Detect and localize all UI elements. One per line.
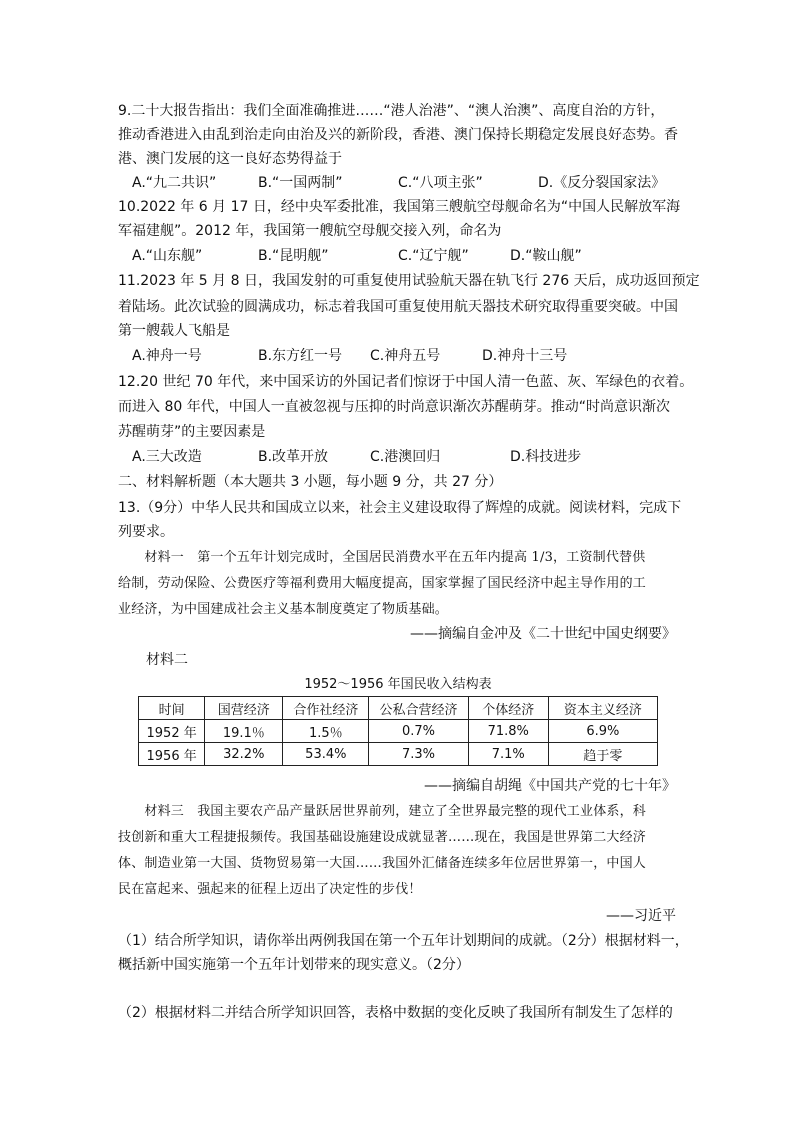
q12-option-c: C.港澳回归 — [370, 449, 441, 465]
table-cell: 1952 年 — [139, 720, 205, 743]
table-cell: 53.4% — [283, 743, 369, 766]
material-3-line-2: 技创新和重大工程捷报频传。我国基础设施建设成就显著……现在，我国是世界第二大经济 — [118, 830, 647, 845]
q9-line-3: 港、澳门发展的这一良好态势得益于 — [118, 151, 342, 167]
table-header: 国营经济 — [205, 697, 283, 720]
table-cell: 0.7% — [369, 720, 468, 743]
material-3-line-1: 材料三 我国主要农产品产量跃居世界前列，建立了全世界最完整的现代工业体系，科 — [118, 804, 647, 819]
q10-line-2: 军福建舰”。2012 年，我国第一艘航空母舰交接入列，命名为 — [118, 223, 502, 239]
q11-line-3: 第一艘载人飞船是 — [118, 323, 230, 339]
material-2-label: 材料二 — [146, 652, 188, 668]
q12-option-b: B.改革开放 — [258, 449, 329, 465]
section-heading: 二、材料解析题（本大题共 3 小题，每小题 9 分，共 27 分） — [118, 474, 503, 490]
table-cell: 7.3% — [369, 743, 468, 766]
material-3-source: ——习近平 — [606, 908, 676, 924]
q10-option-c: C.“辽宁舰” — [398, 248, 469, 264]
material-3-line-4: 民在富起来、强起来的征程上迈出了决定性的步伐！ — [118, 882, 422, 897]
q13-line-1: 13.（9分）中华人民共和国成立以来，社会主义建设取得了辉煌的成就。阅读材料，完成下 — [118, 500, 682, 516]
table-header: 合作社经济 — [283, 697, 369, 720]
material-1-line-3: 业经济，为中国建成社会主义基本制度奠定了物质基础。 — [118, 602, 449, 617]
q11-option-a: A.神舟一号 — [132, 348, 202, 364]
table-cell: 19.1％ — [205, 720, 283, 743]
q9-option-c: C.“八项主张” — [398, 175, 483, 191]
q13-line-2: 列要求。 — [118, 524, 174, 540]
table-header: 时间 — [139, 697, 205, 720]
q10-line-1: 10.2022 年 6 月 17 日，经中央军委批准，我国第三艘航空母舰命名为“中国人民解放军海 — [118, 199, 681, 215]
material-1-source: ——摘编自金冲及《二十世纪中国史纲要》 — [410, 626, 676, 642]
q11-option-b: B.东方红一号 — [258, 348, 343, 364]
material-2-source: ——摘编自胡绳《中国共产党的七十年》 — [424, 778, 676, 794]
q9-line-2: 推动香港进入由乱到治走向由治及兴的新阶段，香港、澳门保持长期稳定发展良好态势。香 — [118, 127, 678, 143]
table-row — [139, 743, 658, 766]
table-cell: 趋于零 — [548, 743, 657, 766]
table-caption: 1952～1956 年国民收入结构表 — [304, 677, 492, 692]
income-structure-table — [138, 696, 658, 766]
sub-question-2-line-1: （2）根据材料二并结合所学知识回答，表格中数据的变化反映了我国所有制发生了怎样的 — [118, 1005, 673, 1021]
q9-option-b: B.“一国两制” — [258, 175, 343, 191]
q12-option-a: A.三大改造 — [132, 449, 202, 465]
sub-question-1-line-2: 概括新中国实施第一个五年计划带来的现实意义。（2分） — [118, 957, 470, 973]
q9-option-a: A.“九二共识” — [132, 175, 217, 191]
q11-line-1: 11.2023 年 5 月 8 日，我国发射的可重复使用试验航天器在轨飞行 276 天后，成功返回预定 — [118, 273, 700, 289]
table-row — [139, 720, 658, 743]
material-1-line-1: 材料一 第一个五年计划完成时，全国居民消费水平在五年内提高 1/3，工资制代替供 — [118, 550, 646, 565]
table-cell: 6.9% — [548, 720, 657, 743]
table-header: 资本主义经济 — [548, 697, 657, 720]
q12-option-d: D.科技进步 — [510, 449, 582, 465]
table-header: 个体经济 — [468, 697, 548, 720]
table-header: 公私合营经济 — [369, 697, 468, 720]
table-cell: 71.8% — [468, 720, 548, 743]
q10-option-d: D.“鞍山舰” — [510, 248, 582, 264]
table-cell: 1956 年 — [139, 743, 205, 766]
material-1-line-2: 给制，劳动保险、公费医疗等福利费用大幅度提高，国家掌握了国民经济中起主导作用的工 — [118, 576, 647, 591]
q12-line-1: 12.20 世纪 70 年代，来中国采访的外国记者们惊讶于中国人清一色蓝、灰、军绿色的衣着。 — [118, 374, 694, 390]
table-header-row — [139, 697, 658, 720]
q9-line-1: 9.二十大报告指出：我们全面准确推进……“港人治港”、“澳人治澳”、高度自治的方针， — [118, 103, 665, 119]
q11-option-d: D.神舟十三号 — [482, 348, 568, 364]
q11-line-2: 着陆场。此次试验的圆满成功，标志着我国可重复使用航天器技术研究取得重要突破。中国 — [118, 299, 678, 315]
q10-option-b: B.“昆明舰” — [258, 248, 329, 264]
table-cell: 32.2% — [205, 743, 283, 766]
q9-option-d: D.《反分裂国家法》 — [538, 175, 666, 191]
material-3-line-3: 体、制造业第一大国、货物贸易第一大国……我国外汇储备连续多年位居世界第一，中国人 — [118, 856, 647, 871]
q10-option-a: A.“山东舰” — [132, 248, 203, 264]
q12-line-2: 而进入 80 年代，中国人一直被忽视与压抑的时尚意识渐次苏醒萌芽。推动“时尚意识渐次 — [118, 399, 670, 415]
table-cell: 7.1% — [468, 743, 548, 766]
q12-line-3: 苏醒萌芽”的主要因素是 — [118, 424, 266, 440]
sub-question-1-line-1: （1）结合所学知识，请你举出两例我国在第一个五年计划期间的成就。（2分）根据材料一， — [118, 933, 689, 949]
table-cell: 1.5％ — [283, 720, 369, 743]
q11-option-c: C.神舟五号 — [370, 348, 441, 364]
